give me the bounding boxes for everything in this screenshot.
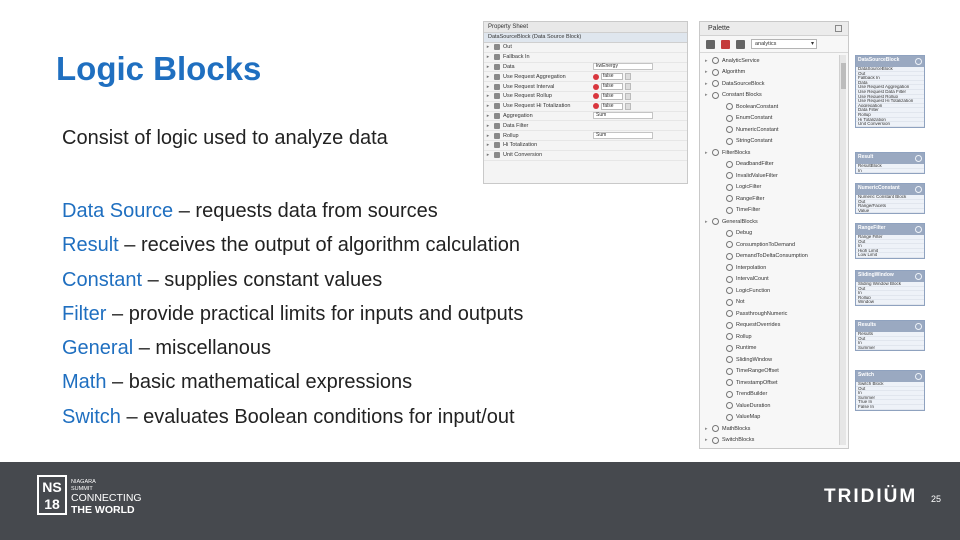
slide-title: Logic Blocks	[56, 50, 262, 87]
expand-arrow-icon: ▸	[486, 142, 490, 149]
component-icon	[726, 126, 733, 133]
property-name: Aggregation	[503, 112, 533, 119]
close-icon	[721, 40, 730, 49]
palette-item	[700, 113, 848, 125]
palette-item	[700, 55, 848, 67]
maximize-icon	[835, 25, 842, 32]
component-icon	[712, 57, 719, 64]
bullet-description: – provide practical limits for inputs and outputs	[106, 302, 524, 325]
bullet-term: Switch	[62, 405, 121, 428]
palette-item	[700, 251, 848, 263]
component-icon	[712, 218, 719, 225]
component-icon	[726, 161, 733, 168]
palette-item-label: Rollup	[736, 333, 752, 340]
palette-item	[700, 343, 848, 355]
palette-item-label: Constant Blocks	[722, 92, 762, 99]
property-name: Data Filter	[503, 122, 529, 129]
palette-item-label: RequestOverrides	[736, 322, 781, 329]
component-icon	[726, 241, 733, 248]
component-icon	[726, 253, 733, 260]
ns18-logo	[37, 475, 67, 515]
expand-arrow-icon: ▸	[705, 92, 708, 99]
bullet-description: – receives the output of algorithm calculation	[118, 234, 521, 257]
bullet-item	[62, 228, 523, 262]
palette-item	[700, 297, 848, 309]
palette-item	[700, 435, 848, 447]
dropdown-icon	[625, 93, 631, 100]
footer-bar	[0, 462, 960, 540]
block-slot: Out	[856, 240, 924, 245]
palette-item-label: DemandToDeltaConsumption	[736, 253, 808, 260]
expand-arrow-icon: ▸	[486, 73, 490, 80]
logic-block-card	[855, 270, 925, 306]
tridium-logo: TRIDIÜM	[824, 486, 918, 507]
property-icon	[494, 64, 500, 70]
palette-tree	[700, 53, 848, 446]
expand-arrow-icon: ▸	[486, 132, 490, 139]
expand-arrow-icon: ▸	[486, 83, 490, 90]
palette-item-label: Algorithm	[722, 69, 746, 76]
block-slot: Use Request Aggregation	[856, 85, 924, 90]
block-title: Results	[858, 322, 877, 328]
component-icon	[726, 356, 733, 363]
palette-item-label: DeadbandFilter	[736, 161, 774, 168]
property-name: Out	[503, 44, 512, 51]
tagline-line1: CONNECTING	[71, 492, 142, 504]
palette-item-label: TimeFilter	[736, 207, 761, 214]
palette-title-text: Palette	[708, 25, 730, 32]
block-slot: Low Limit	[856, 253, 924, 258]
intro-text: Consist of logic used to analyze data	[62, 127, 388, 149]
gear-icon	[915, 58, 922, 65]
palette-scrollbar	[839, 55, 846, 445]
palette-item-label: Debug	[736, 230, 753, 237]
logic-block-card	[855, 183, 925, 214]
palette-item-label: StringConstant	[736, 138, 773, 145]
palette-item	[700, 285, 848, 297]
palette-item-label: ConsumptionToDemand	[736, 241, 796, 248]
palette-item-label: Not	[736, 299, 745, 306]
logic-blocks-screenshot	[855, 55, 925, 445]
block-title: RangeFilter	[858, 225, 886, 231]
palette-item-label: ValueMap	[736, 414, 761, 421]
expand-arrow-icon: ▸	[486, 44, 490, 51]
summit-label	[71, 479, 96, 493]
property-sheet-rows	[484, 43, 687, 161]
expand-arrow-icon: ▸	[705, 437, 708, 444]
bullet-description: – supplies constant values	[142, 268, 383, 291]
expand-arrow-icon: ▸	[705, 218, 708, 225]
status-dot-icon	[593, 74, 599, 80]
property-icon	[494, 74, 500, 80]
page-number: 25	[931, 494, 942, 504]
bullet-item	[62, 297, 523, 331]
block-slot: Out	[856, 287, 924, 292]
gear-icon	[915, 186, 922, 193]
status-dot-icon	[593, 93, 599, 99]
gear-icon	[915, 155, 922, 162]
status-dot-icon	[593, 103, 599, 109]
palette-item	[700, 274, 848, 286]
property-name: Use Request Interval	[503, 83, 555, 90]
palette-item	[700, 228, 848, 240]
palette-item-label: InvalidValueFilter	[736, 172, 778, 179]
property-name: Fallback In	[503, 54, 530, 61]
palette-item-label: MathBlocks	[722, 425, 751, 432]
block-header	[856, 56, 924, 67]
property-row	[484, 121, 687, 131]
bullet-term: Constant	[62, 268, 143, 291]
bullet-item	[62, 400, 523, 434]
property-icon	[494, 123, 500, 129]
palette-item	[700, 193, 848, 205]
block-slot: High Limit	[856, 249, 924, 254]
palette-item	[700, 101, 848, 113]
block-slot: True In	[856, 400, 924, 405]
block-slot: Use Request Rollup	[856, 95, 924, 100]
component-icon	[726, 138, 733, 145]
bullet-item	[62, 365, 523, 399]
boolean-value: false	[601, 73, 623, 80]
block-header	[856, 224, 924, 235]
palette-item	[700, 377, 848, 389]
folder-icon	[706, 40, 715, 49]
component-icon	[726, 310, 733, 317]
component-icon	[712, 437, 719, 444]
palette-item-label: GeneralBlocks	[722, 218, 758, 225]
expand-arrow-icon: ▸	[486, 103, 490, 110]
component-icon	[712, 69, 719, 76]
property-row	[484, 53, 687, 63]
logic-block-card	[855, 152, 925, 174]
block-slot: Unit Conversion	[856, 122, 924, 127]
block-slot: Hi Totalization	[856, 118, 924, 123]
logic-block-card	[855, 223, 925, 259]
expand-arrow-icon: ▸	[705, 149, 708, 156]
block-title: Switch	[858, 372, 875, 378]
block-title: SlidingWindow	[858, 272, 894, 278]
boolean-value: false	[601, 103, 623, 110]
property-name: Use Request Rollup	[503, 93, 552, 100]
property-name: Use Request Hi Totalization	[503, 103, 571, 110]
palette-item	[700, 400, 848, 412]
boolean-value: false	[601, 83, 623, 90]
block-slot: Use Request Data Filter	[856, 90, 924, 95]
tagline-line2: THE WORLD	[71, 504, 135, 516]
palette-title	[700, 22, 848, 36]
component-icon	[726, 264, 733, 271]
property-value	[593, 103, 631, 110]
property-value	[593, 93, 631, 100]
bullet-description: – basic mathematical expressions	[106, 371, 413, 394]
logo-18: 18	[44, 496, 60, 512]
property-row	[484, 131, 687, 141]
property-icon	[494, 84, 500, 90]
component-icon	[726, 184, 733, 191]
property-value	[593, 63, 653, 70]
gear-icon	[915, 373, 922, 380]
expand-arrow-icon: ▸	[705, 80, 708, 87]
block-title: NumericConstant	[858, 185, 900, 191]
property-icon	[494, 113, 500, 119]
block-slot: Out	[856, 337, 924, 342]
component-icon	[726, 230, 733, 237]
module-select: analytics ▾	[751, 39, 817, 49]
block-slot: Fallback In	[856, 76, 924, 81]
value-field: kwEnergy	[593, 63, 653, 70]
palette-item-label: RangeFilter	[736, 195, 765, 202]
bullet-term: Filter	[62, 302, 107, 325]
property-name: Unit Conversion	[503, 152, 543, 159]
block-slot: Use Request Hi Totalization	[856, 99, 924, 104]
property-icon	[494, 133, 500, 139]
value-field: Sum	[593, 112, 653, 119]
bullet-term: Data Source	[62, 200, 174, 222]
expand-arrow-icon: ▸	[486, 122, 490, 129]
property-icon	[494, 103, 500, 109]
property-value	[593, 83, 631, 90]
property-row	[484, 72, 687, 82]
palette-item-label: TimestampOffset	[736, 379, 778, 386]
property-icon	[494, 152, 500, 158]
palette-item	[700, 136, 848, 148]
block-slot: Data Filter	[856, 108, 924, 113]
block-slot: Rollup	[856, 296, 924, 301]
dropdown-icon	[625, 73, 631, 80]
component-icon	[712, 149, 719, 156]
block-slot: In	[856, 391, 924, 396]
palette-item	[700, 262, 848, 274]
summit-line1: NIAGARA	[71, 479, 96, 485]
block-slot: In	[856, 341, 924, 346]
palette-item-label: Interpolation	[736, 264, 767, 271]
block-title: DataSourceBlock	[858, 57, 900, 63]
palette-item	[700, 205, 848, 217]
property-row	[484, 112, 687, 122]
palette-toolbar	[700, 36, 848, 53]
property-row	[484, 102, 687, 112]
block-slot: In	[856, 244, 924, 249]
block-slot: Rollup	[856, 113, 924, 118]
property-sheet-header: DataSourceBlock (Data Source Block)	[484, 33, 687, 43]
component-icon	[726, 391, 733, 398]
property-row	[484, 63, 687, 73]
logic-block-card	[855, 320, 925, 351]
block-slot: Numeric Constant Block	[856, 195, 924, 200]
block-slot: Aggregation	[856, 104, 924, 109]
property-icon	[494, 44, 500, 50]
palette-item-label: BooleanConstant	[736, 103, 779, 110]
palette-item	[700, 366, 848, 378]
block-header	[856, 271, 924, 282]
property-sheet-title: Property Sheet	[484, 22, 687, 33]
expand-arrow-icon: ▸	[486, 93, 490, 100]
block-slot: Sliding Window Block	[856, 282, 924, 287]
boolean-value: false	[601, 93, 623, 100]
dropdown-icon	[625, 103, 631, 110]
component-icon	[726, 379, 733, 386]
component-icon	[726, 276, 733, 283]
palette-item	[700, 412, 848, 424]
property-icon	[494, 142, 500, 148]
block-slot: In	[856, 169, 924, 174]
component-icon	[726, 345, 733, 352]
palette-item-label: TrendBuilder	[736, 391, 768, 398]
palette-item-label: Runtime	[736, 345, 757, 352]
bullet-item	[62, 263, 523, 297]
block-slot: DataSourceBlock	[856, 67, 924, 72]
expand-arrow-icon: ▸	[705, 425, 708, 432]
palette-item-label: EnumConstant	[736, 115, 773, 122]
property-row	[484, 82, 687, 92]
property-value	[593, 112, 653, 119]
bullet-term: General	[62, 337, 134, 360]
block-slot: Out	[856, 200, 924, 205]
property-row	[484, 141, 687, 151]
module-icon	[736, 40, 745, 49]
property-row	[484, 43, 687, 53]
palette-item	[700, 320, 848, 332]
palette-item-label: FilterBlocks	[722, 149, 751, 156]
palette-item	[700, 216, 848, 228]
property-row	[484, 92, 687, 102]
status-dot-icon	[593, 84, 599, 90]
property-icon	[494, 93, 500, 99]
palette-item-label: LogicFunction	[736, 287, 771, 294]
block-slot: Summer	[856, 346, 924, 351]
component-icon	[726, 115, 733, 122]
block-header	[856, 371, 924, 382]
palette-item	[700, 78, 848, 90]
palette-item	[700, 354, 848, 366]
property-sheet-screenshot	[483, 21, 688, 184]
palette-item	[700, 331, 848, 343]
block-slot: Range Filter	[856, 235, 924, 240]
logic-block-card	[855, 370, 925, 411]
component-icon	[726, 333, 733, 340]
block-header	[856, 153, 924, 164]
block-slot: ResultBlock	[856, 164, 924, 169]
property-value	[593, 132, 653, 139]
component-icon	[726, 322, 733, 329]
palette-item-label: NumericConstant	[736, 126, 779, 133]
component-icon	[726, 195, 733, 202]
palette-item	[700, 423, 848, 435]
block-slot: Summer	[856, 396, 924, 401]
component-icon	[726, 299, 733, 306]
bullet-description: – requests data from sources	[173, 200, 438, 222]
expand-arrow-icon: ▸	[486, 54, 490, 61]
property-row	[484, 151, 687, 161]
component-icon	[726, 402, 733, 409]
component-icon	[726, 172, 733, 179]
component-icon	[726, 103, 733, 110]
block-slot: Range/Facets	[856, 204, 924, 209]
block-title: Result	[858, 154, 874, 160]
palette-item	[700, 170, 848, 182]
palette-item	[700, 308, 848, 320]
block-slot: Switch Block	[856, 382, 924, 387]
expand-arrow-icon: ▸	[486, 152, 490, 159]
block-header	[856, 184, 924, 195]
bullet-term: Result	[62, 234, 119, 257]
component-icon	[726, 414, 733, 421]
palette-item-label: TimeRangeOffset	[736, 368, 779, 375]
palette-item	[700, 90, 848, 102]
component-icon	[726, 207, 733, 214]
palette-item-label: ValueDuration	[736, 402, 771, 409]
palette-item-label: SwitchBlocks	[722, 437, 755, 444]
component-icon	[712, 425, 719, 432]
expand-arrow-icon: ▸	[486, 63, 490, 70]
bullet-term: Math	[62, 371, 107, 394]
block-header	[856, 321, 924, 332]
palette-item-label: LogicFilter	[736, 184, 762, 191]
block-slot: Out	[856, 387, 924, 392]
property-name: Rollup	[503, 132, 519, 139]
gear-icon	[915, 323, 922, 330]
palette-item-label: AnalyticService	[722, 57, 760, 64]
bullet-description: – evaluates Boolean conditions for input/out	[120, 405, 515, 428]
gear-icon	[915, 226, 922, 233]
palette-item	[700, 159, 848, 171]
logic-block-card	[855, 55, 925, 128]
block-slot: Data	[856, 81, 924, 86]
block-slot: Results	[856, 332, 924, 337]
block-slot: False In	[856, 405, 924, 410]
bullet-item	[62, 194, 523, 228]
component-icon	[726, 368, 733, 375]
tagline	[71, 492, 142, 516]
dropdown-icon	[625, 83, 631, 90]
palette-item	[700, 147, 848, 159]
block-slot: Out	[856, 72, 924, 77]
expand-arrow-icon: ▸	[705, 69, 708, 76]
bullet-item	[62, 331, 523, 365]
property-value	[593, 73, 631, 80]
palette-item-label: PassthroughNumeric	[736, 310, 788, 317]
expand-arrow-icon: ▸	[705, 57, 708, 64]
palette-item-label: SlidingWindow	[736, 356, 773, 363]
property-name: Use Request Aggregation	[503, 73, 566, 80]
value-field: Sum	[593, 132, 653, 139]
block-slot: In	[856, 291, 924, 296]
block-type-list	[62, 194, 523, 434]
palette-item	[700, 124, 848, 136]
palette-item	[700, 389, 848, 401]
component-icon	[712, 92, 719, 99]
summit-line2: SUMMIT	[71, 486, 93, 492]
block-slot: Window	[856, 300, 924, 305]
component-icon	[726, 287, 733, 294]
property-name: Data	[503, 63, 515, 70]
bullet-description: – miscellanous	[133, 337, 271, 360]
block-slot: Value	[856, 209, 924, 214]
component-icon	[712, 80, 719, 87]
property-icon	[494, 54, 500, 60]
palette-item-label: DataSourceBlock	[722, 80, 765, 87]
palette-item	[700, 182, 848, 194]
gear-icon	[915, 273, 922, 280]
palette-screenshot	[699, 21, 849, 449]
palette-item	[700, 239, 848, 251]
logo-ns: NS	[42, 479, 62, 495]
expand-arrow-icon: ▸	[486, 112, 490, 119]
property-name: Hi Totalization	[503, 142, 538, 149]
palette-item-label: IntervalCount	[736, 276, 769, 283]
palette-item	[700, 67, 848, 79]
